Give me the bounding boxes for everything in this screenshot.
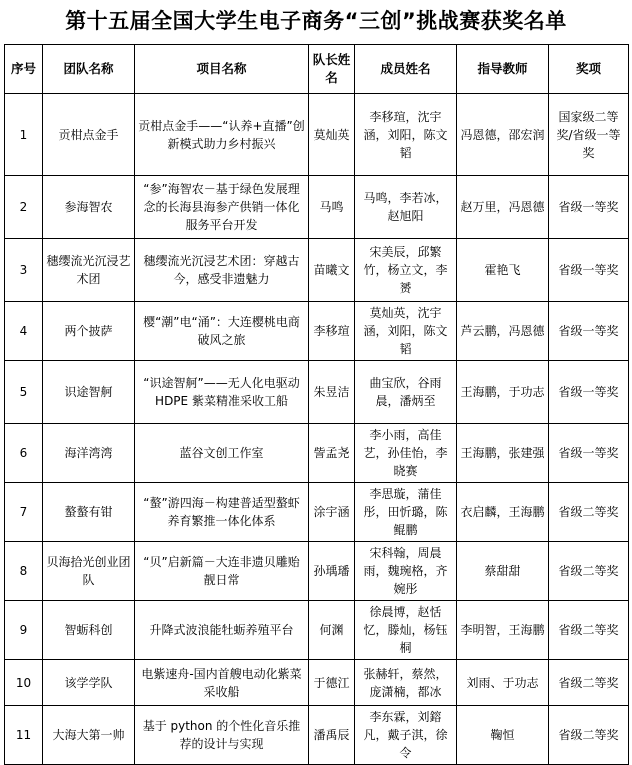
- cell-team: 贡柑点金手: [43, 94, 135, 176]
- cell-leader: 李移瑄: [309, 302, 355, 361]
- cell-project: 穗缨流光沉浸艺术团：穿越古今，感受非遗魅力: [135, 239, 309, 302]
- header-members: 成员姓名: [355, 45, 457, 94]
- cell-team: 螯螯有钳: [43, 483, 135, 542]
- cell-members: 马鸣，李若冰，赵旭阳: [355, 176, 457, 239]
- cell-no: 10: [5, 660, 43, 706]
- cell-leader: 朱昱洁: [309, 361, 355, 424]
- cell-members: 宋美辰，邱繁竹，杨立文，李赟: [355, 239, 457, 302]
- cell-award: 省级二等奖: [549, 483, 629, 542]
- cell-advisor: 冯恩德，邵宏润: [457, 94, 549, 176]
- cell-members: 莫灿英，沈宇涵，刘阳，陈文韬: [355, 302, 457, 361]
- cell-advisor: 王海鹏，于功志: [457, 361, 549, 424]
- cell-project: “贝”启新篇－大连非遗贝雕贻靓日常: [135, 542, 309, 601]
- table-row: [5, 483, 629, 542]
- cell-no: 8: [5, 542, 43, 601]
- cell-leader: 涂宇涵: [309, 483, 355, 542]
- page-title: 第十五届全国大学生电子商务“三创”挑战赛获奖名单: [65, 9, 567, 33]
- table-row: [5, 601, 629, 660]
- cell-project: 电紫速舟-国内首艘电动化紫菜采收船: [135, 660, 309, 706]
- cell-no: 11: [5, 706, 43, 765]
- cell-project: 蓝谷文创工作室: [135, 424, 309, 483]
- table-row: [5, 239, 629, 302]
- cell-no: 2: [5, 176, 43, 239]
- header-advisor: 指导教师: [457, 45, 549, 94]
- cell-team: 大海大第一帅: [43, 706, 135, 765]
- cell-award: 省级二等奖: [549, 542, 629, 601]
- cell-team: 识途智舸: [43, 361, 135, 424]
- cell-team: 两个披萨: [43, 302, 135, 361]
- cell-team: 穗缨流光沉浸艺术团: [43, 239, 135, 302]
- table-row: [5, 302, 629, 361]
- cell-members: 张赫轩，蔡然，庞潇楠，都冰: [355, 660, 457, 706]
- cell-advisor: 鞠恒: [457, 706, 549, 765]
- cell-team: 贝海拾光创业团队: [43, 542, 135, 601]
- cell-no: 4: [5, 302, 43, 361]
- table-row: [5, 706, 629, 765]
- cell-leader: 莫灿英: [309, 94, 355, 176]
- table-header-row: [5, 45, 629, 94]
- table-row: [5, 660, 629, 706]
- cell-team: 参海智农: [43, 176, 135, 239]
- cell-no: 7: [5, 483, 43, 542]
- table-row: [5, 361, 629, 424]
- cell-award: 省级一等奖: [549, 361, 629, 424]
- cell-team: 海洋湾湾: [43, 424, 135, 483]
- cell-award: 国家级二等奖/省级一等奖: [549, 94, 629, 176]
- cell-leader: 潘禹辰: [309, 706, 355, 765]
- cell-project: 基于 python 的个性化音乐推荐的设计与实现: [135, 706, 309, 765]
- cell-project: 升降式波浪能牡蛎养殖平台: [135, 601, 309, 660]
- cell-project: “螯”游四海－构建普适型螯虾养育繁推一体化体系: [135, 483, 309, 542]
- cell-members: 李思璇，蒲佳彤，田忻璐，陈鲲鹏: [355, 483, 457, 542]
- cell-award: 省级二等奖: [549, 601, 629, 660]
- cell-leader: 訾孟尧: [309, 424, 355, 483]
- cell-project: “识途智舸”——无人化电驱动 HDPE 紫菜精准采收工船: [135, 361, 309, 424]
- table-row: [5, 176, 629, 239]
- cell-award: 省级二等奖: [549, 706, 629, 765]
- cell-advisor: 芦云鹏，冯恩德: [457, 302, 549, 361]
- cell-team: 该学学队: [43, 660, 135, 706]
- cell-members: 宋科翰，周晨雨，魏琬格，齐婉彤: [355, 542, 457, 601]
- cell-advisor: 王海鹏，张建强: [457, 424, 549, 483]
- award-table: [4, 44, 629, 765]
- header-award: 奖项: [549, 45, 629, 94]
- cell-project: 樱“潮”电“涌”：大连樱桃电商破风之旅: [135, 302, 309, 361]
- cell-advisor: 赵万里，冯恩德: [457, 176, 549, 239]
- cell-leader: 苗曦文: [309, 239, 355, 302]
- cell-leader: 马鸣: [309, 176, 355, 239]
- header-team: 团队名称: [43, 45, 135, 94]
- cell-no: 1: [5, 94, 43, 176]
- table-row: [5, 424, 629, 483]
- cell-members: 曲宝欣，谷雨晨，潘炳至: [355, 361, 457, 424]
- cell-leader: 何渊: [309, 601, 355, 660]
- cell-team: 智蛎科创: [43, 601, 135, 660]
- cell-members: 徐晨博，赵恬忆，滕灿，杨钰桐: [355, 601, 457, 660]
- cell-award: 省级一等奖: [549, 424, 629, 483]
- cell-award: 省级二等奖: [549, 660, 629, 706]
- header-leader: 队长姓名: [309, 45, 355, 94]
- cell-advisor: 李明智，王海鹏: [457, 601, 549, 660]
- cell-no: 9: [5, 601, 43, 660]
- header-no: 序号: [5, 45, 43, 94]
- table-row: [5, 94, 629, 176]
- cell-members: 李移瑄，沈宇涵，刘阳，陈文韬: [355, 94, 457, 176]
- cell-award: 省级一等奖: [549, 302, 629, 361]
- cell-leader: 于德江: [309, 660, 355, 706]
- cell-leader: 孙瑀璠: [309, 542, 355, 601]
- cell-project: “参”海智农－基于绿色发展理念的长海县海参产供销一体化服务平台开发: [135, 176, 309, 239]
- cell-no: 3: [5, 239, 43, 302]
- header-project: 项目名称: [135, 45, 309, 94]
- cell-project: 贡柑点金手——“认养+直播”创新模式助力乡村振兴: [135, 94, 309, 176]
- cell-no: 6: [5, 424, 43, 483]
- cell-advisor: 霍艳飞: [457, 239, 549, 302]
- cell-advisor: 蔡甜甜: [457, 542, 549, 601]
- cell-members: 李东霖，刘鎔凡，戴子淇，徐令: [355, 706, 457, 765]
- table-row: [5, 542, 629, 601]
- cell-advisor: 刘雨、于功志: [457, 660, 549, 706]
- cell-no: 5: [5, 361, 43, 424]
- cell-award: 省级一等奖: [549, 239, 629, 302]
- cell-members: 李小雨，高佳艺，孙佳怡，李晓赛: [355, 424, 457, 483]
- cell-advisor: 衣启麟，王海鹏: [457, 483, 549, 542]
- cell-award: 省级一等奖: [549, 176, 629, 239]
